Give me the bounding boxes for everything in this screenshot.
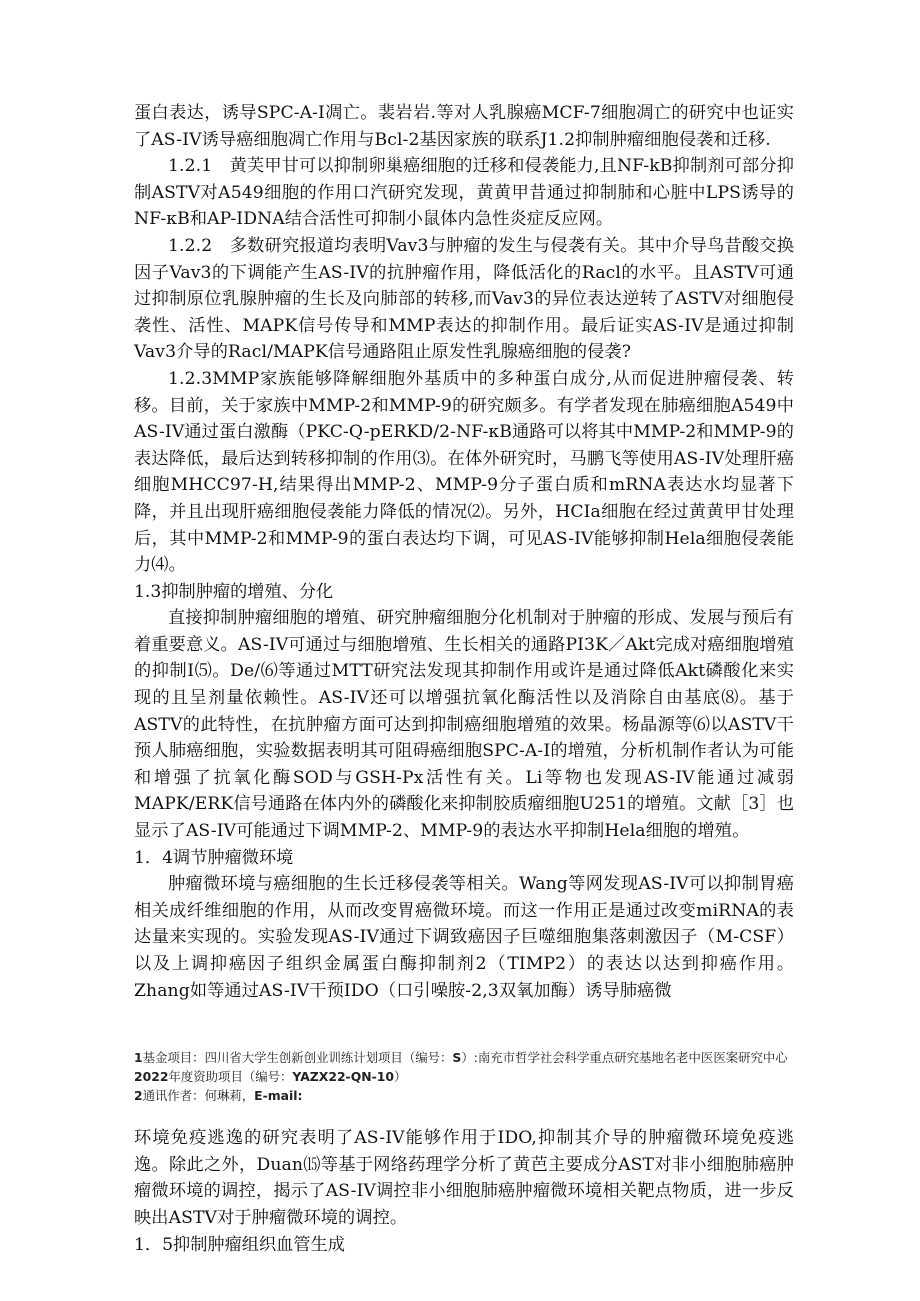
- document-page: [134, 100, 794, 1258]
- footnote-email: E-mail:: [254, 1088, 303, 1104]
- footnote-author: [134, 1086, 794, 1105]
- footnote-text: ）: [394, 1069, 407, 1085]
- footnote-text: ）:南充市哲学社会科学重点研究基地名老中医医案研究中心: [461, 1050, 788, 1066]
- paragraph-1-2-3: 1.2.3MMP家族能够降解细胞外基质中的多种蛋白成分,从而促进肿瘤侵袭、转移。目前，关于家族中MMP-2和MMP-9的研究颇多。有学者发现在肺癌细胞A549中AS-IV通过蛋白激酶（PKC-Q-pERKD/2-NF-κB通路可以将其中MMP-2和MMP-9的表达降低，最后达到转移抑制的作用⑶。在体外研究时，马鹏飞等使用AS-IV处理肝癌细胞MHCC97-H,结果得出MMP-2、MMP-9分子蛋白质和mRNA表达水均显著下降，并且出现肝癌细胞侵袭能力降低的情况⑵。另外，HCIa细胞在经过黄黄甲甘处理后，其中MMP-2和MMP-9的蛋白表达均下调，可见AS-IV能够抑制Hela细胞侵袭能力⑷。: [134, 368, 794, 576]
- paragraph-1-2-2: 1.2.2 多数研究报道均表明Vav3与肿瘤的发生与侵袭有关。其中介导鸟昔酸交换因子Vav3的下调能产生AS-IV的抗肿瘤作用，降低活化的Racl的水平。且ASTV可通过抑制原位乳腺肿瘤的生长及向肺部的转移,而Vav3的异位表达逆转了ASTV对细胞侵袭性、活性、MAPK信号传导和MMP表达的抑制作用。最后证实AS-IV是通过抑制Vav3介导的Racl/MAPK信号通路阻止原发性乳腺癌细胞的侵袭?: [134, 235, 794, 363]
- footnote-text: 年度资助项目（编号：: [168, 1069, 293, 1085]
- footnote-code: YAZX22-QN-10: [292, 1069, 394, 1085]
- section-heading-1-5: 1．5抑制肿瘤组织血管生成: [134, 1234, 345, 1255]
- paragraph-microenvironment: 肿瘤微环境与癌细胞的生长迁移侵袭等相关。Wang等网发现AS-IV可以抑制胃癌相关成纤维细胞的作用，从而改变胃癌微环境。而这一作用正是通过改变miRNA的表达量来实现的。实验发现AS-IV通过下调致癌因子巨噬细胞集落刺激因子（M-CSF）以及上调抑癌因子组织金属蛋白酶抑制剂2（TIMP2）的表达以达到抑癌作用。Zhang如等通过AS-IV干预IDO（口引噪胺-2,3双氧加酶）诱导肺癌微: [134, 874, 794, 1001]
- footnote-year: 2022: [134, 1069, 169, 1085]
- paragraph-1-2-1: 1.2.1 黄芙甲甘可以抑制卵巢癌细胞的迁移和侵袭能力,且NF-kB抑制剂可部分抑制ASTV对A549细胞的作用口汽研究发现，黄黄甲昔通过抑制肺和心脏中LPS诱导的NF-κB和AP-IDNA结合活性可抑制小鼠体内急性炎症反应网。: [134, 156, 794, 230]
- footnote-funding: [134, 1048, 794, 1086]
- section-heading-1-3: 1.3抑制肿瘤的增殖、分化: [134, 581, 334, 602]
- footnote-text: 基金项目：四川省大学生创新创业训练计划项目（编号：: [142, 1050, 453, 1066]
- footnote-number: 2: [134, 1088, 143, 1104]
- footnote-text: 通讯作者：何琳莉，: [142, 1088, 255, 1104]
- section-heading-1-4: 1．4调节肿瘤微环境: [134, 847, 294, 868]
- footnote-number: 1: [134, 1050, 143, 1066]
- footnote-bold: S: [452, 1050, 462, 1066]
- paragraph-immune-escape: 环境免疫逃逸的研究表明了AS-IV能够作用于IDO,抑制其介导的肿瘤微环境免疫逃逸。除此之外，Duan⒂等基于网络药理学分析了黄芭主要成分AST对非小细胞肺癌肿瘤微环境的调控，揭示了AS-IV调控非小细胞肺癌肿瘤微环境相关靶点物质，进一步反映出ASTV对于肿瘤微环境的调控。: [134, 1128, 794, 1228]
- paragraph-proliferation: 直接抑制肿瘤细胞的增殖、研究肿瘤细胞分化机制对于肿瘤的形成、发展与预后有着重要意义。AS-IV可通过与细胞增殖、生长相关的通路PI3K／Akt完成对癌细胞增殖的抑制I⑸。De/⑹等通过MTT研究法发现其抑制作用或许是通过降低Akt磷酸化来实现的且呈剂量依赖性。AS-IV还可以增强抗氧化酶活性以及消除自由基底⑻。基于ASTV的此特性，在抗肿瘤方面可达到抑制癌细胞增殖的效果。杨晶源等⑹以ASTV干预人肺癌细胞，实验数据表明其可阻碍癌细胞SPC-A-I的增殖，分析机制作者认为可能和增强了抗氧化酶SOD与GSH-Px活性有关。Li等物也发现AS-IV能通过减弱MAPK/ERK信号通路在体内外的磷酸化来抑制胶质瘤细胞U251的增殖。文献［3］也显示了AS-IV可能通过下调MMP-2、MMP-9的表达水平抑制Hela细胞的增殖。: [134, 608, 794, 842]
- paragraph-apoptosis: 蛋白表达，诱导SPC-A-I凋亡。裴岩岩.等对人乳腺癌MCF-7细胞凋亡的研究中也证实了AS-IV诱导癌细胞凋亡作用与Bcl-2基因家族的联系J1.2抑制肿瘤细胞侵袭和迁移.: [134, 103, 794, 150]
- continued-body: [134, 1125, 794, 1258]
- footnotes: [134, 1048, 794, 1105]
